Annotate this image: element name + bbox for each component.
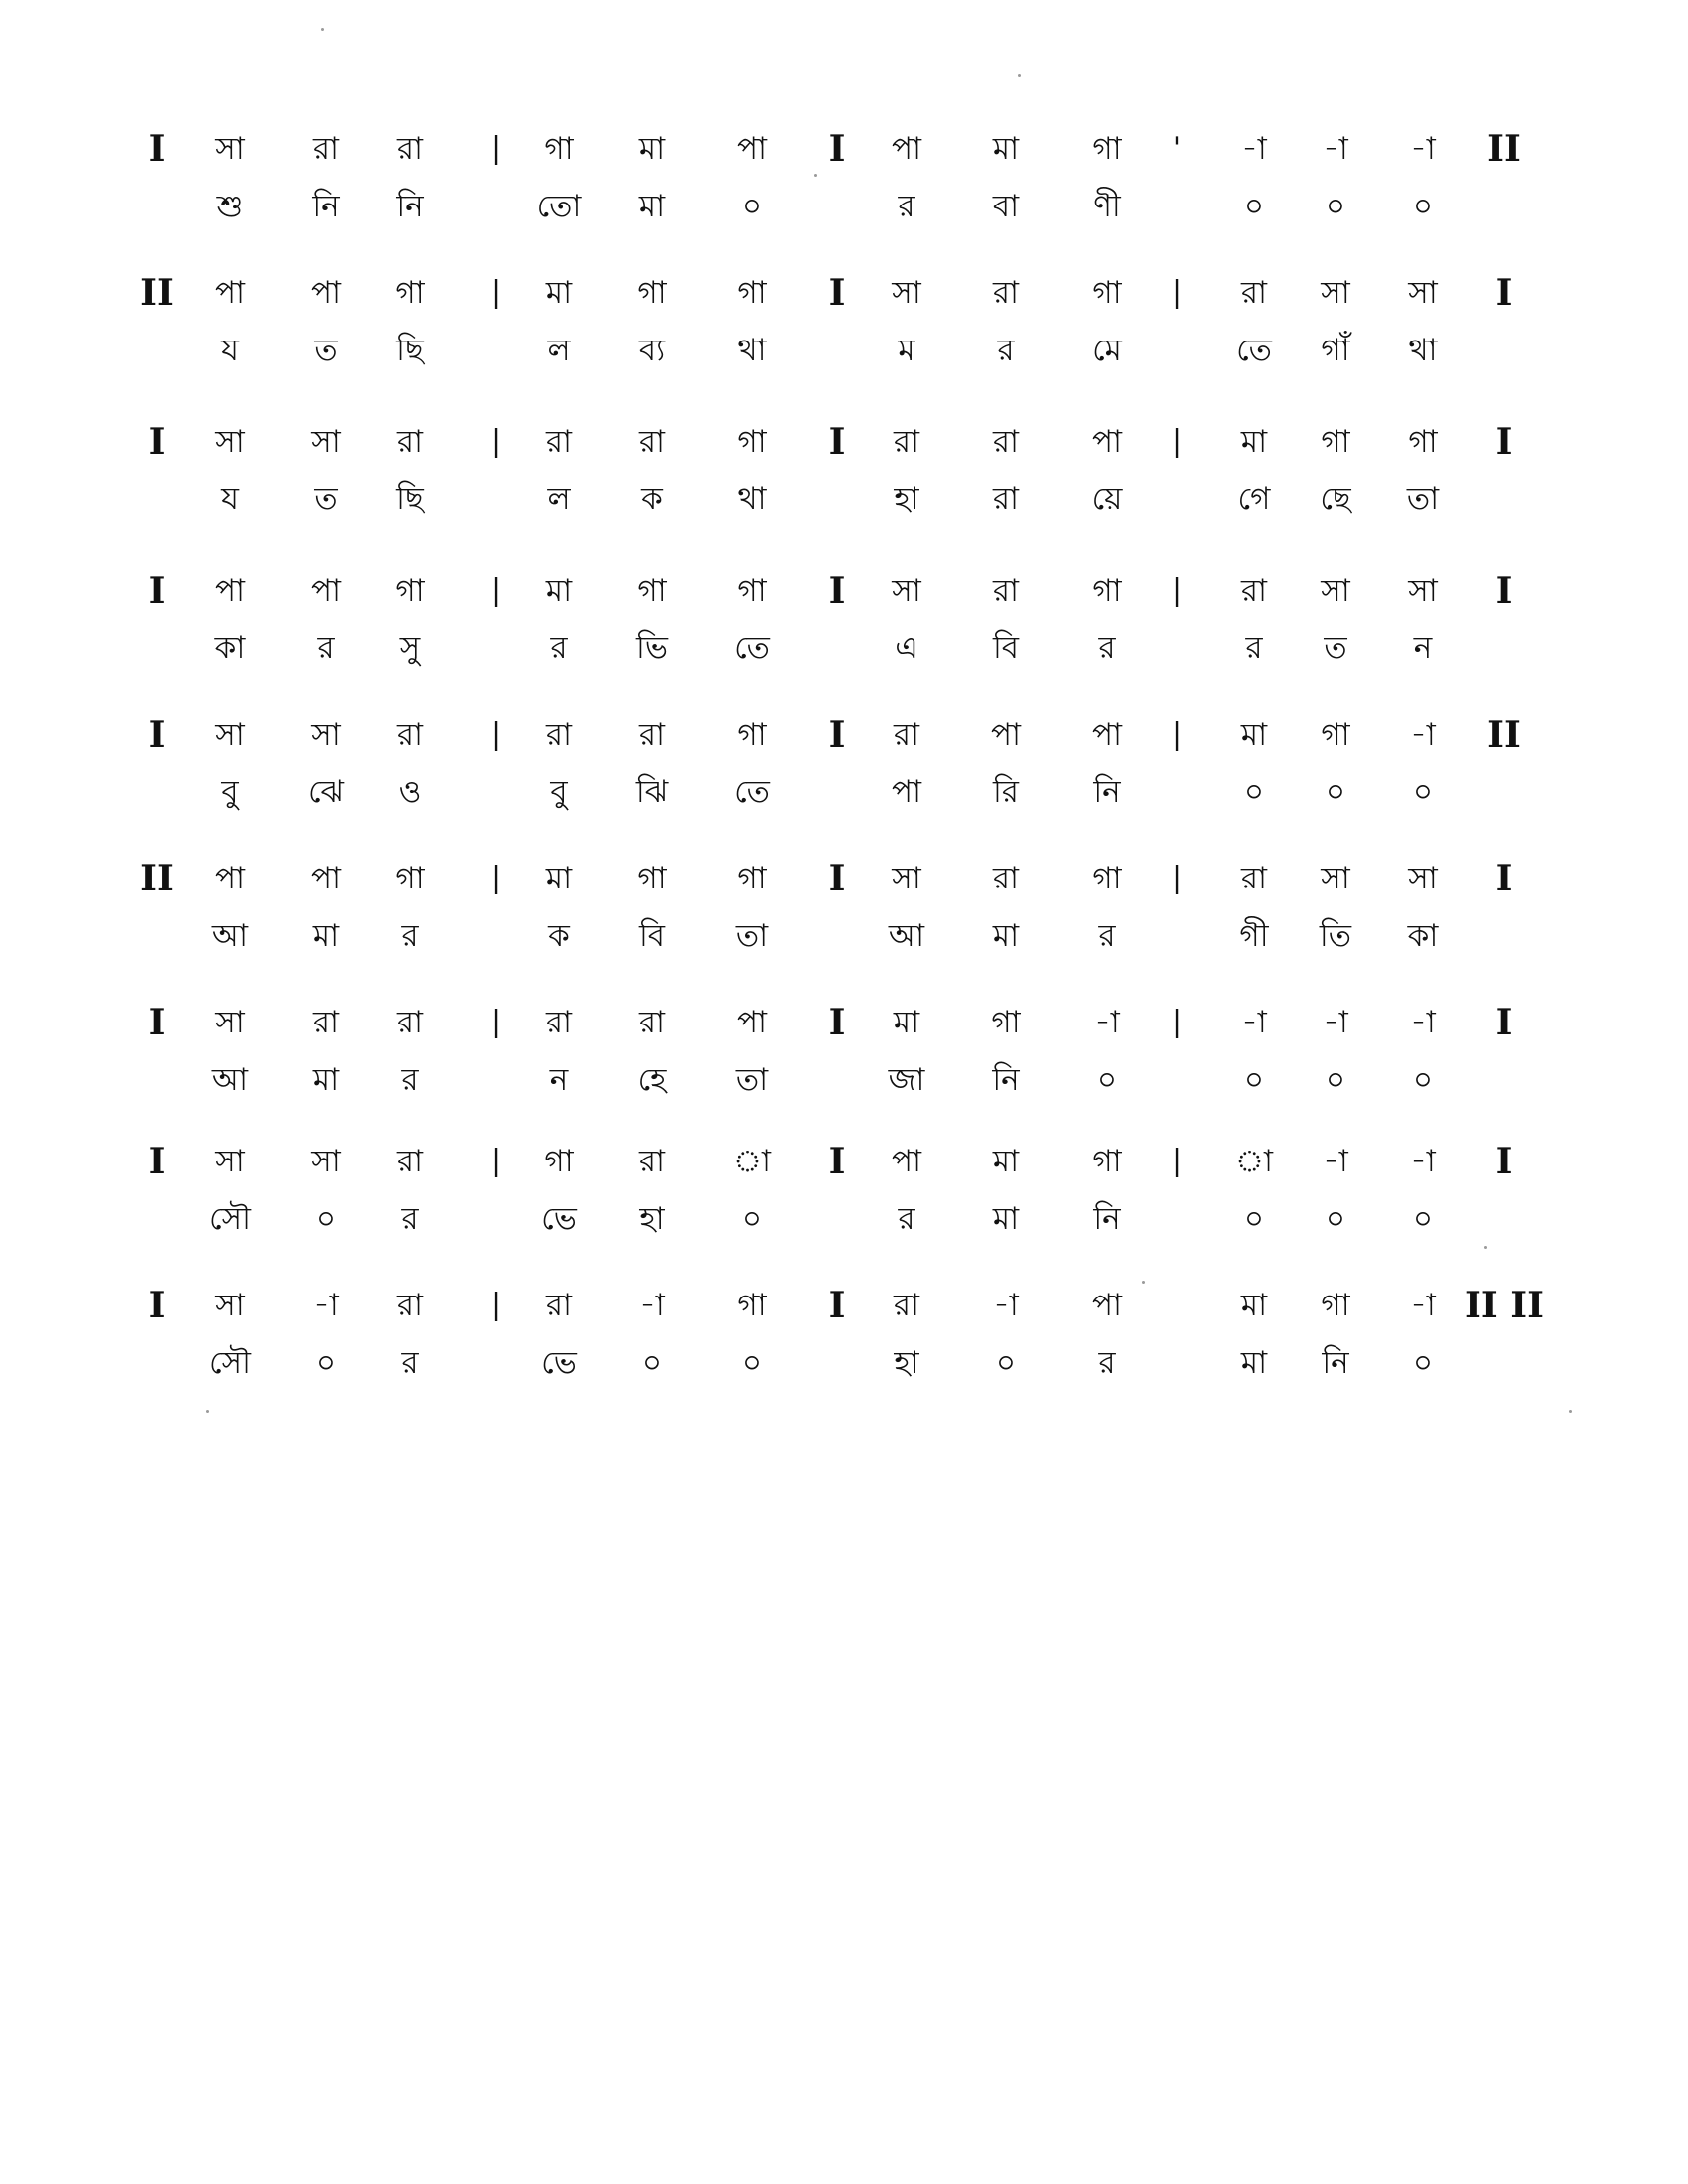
lyrics-row bbox=[0, 618, 1688, 678]
lyric-cell: তো bbox=[536, 189, 582, 224]
bar-divider: | bbox=[491, 573, 502, 608]
note-cell: -া bbox=[639, 1288, 665, 1323]
note-cell: গা bbox=[1321, 424, 1350, 460]
lyric-cell: ক bbox=[641, 481, 663, 517]
lyric-cell: শু bbox=[216, 189, 244, 224]
lyric-cell: ০ bbox=[1325, 189, 1346, 224]
lyric-cell: র bbox=[1098, 630, 1116, 666]
note-cell: -া bbox=[1094, 1005, 1120, 1040]
note-cell: -া bbox=[1241, 1005, 1267, 1040]
note-cell: রা bbox=[396, 131, 424, 167]
note-cell: মা bbox=[1240, 717, 1268, 752]
lyric-cell: তি bbox=[1319, 918, 1352, 954]
note-cell: সা bbox=[1408, 861, 1438, 896]
start-bar-sign: I bbox=[148, 1141, 166, 1182]
note-cell: মা bbox=[545, 861, 573, 896]
bar-divider: | bbox=[1171, 861, 1183, 895]
notation-line bbox=[0, 561, 1688, 705]
lyric-cell: রি bbox=[993, 774, 1019, 810]
start-bar-sign: I bbox=[148, 421, 166, 463]
note-cell: -া bbox=[1241, 131, 1267, 167]
notation-line bbox=[0, 705, 1688, 849]
lyric-cell: র bbox=[401, 1062, 419, 1098]
note-cell: -া bbox=[1410, 1144, 1436, 1179]
note-cell: রা bbox=[312, 1005, 340, 1040]
note-cell: পা bbox=[310, 861, 342, 896]
notation-line bbox=[0, 1276, 1688, 1420]
note-cell: সা bbox=[215, 424, 245, 460]
bar-divider: | bbox=[1171, 573, 1183, 608]
start-bar-sign: II bbox=[140, 858, 174, 899]
lyric-cell: ঝি bbox=[635, 774, 669, 810]
lyric-cell: র bbox=[997, 333, 1015, 368]
note-cell: রা bbox=[396, 424, 424, 460]
lyric-cell: গে bbox=[1237, 481, 1271, 517]
lyric-cell: নি bbox=[312, 189, 340, 224]
note-cell: গা bbox=[1092, 1144, 1122, 1179]
note-cell: গা bbox=[395, 573, 425, 609]
note-cell: গা bbox=[1092, 275, 1122, 311]
lyric-cell: র bbox=[401, 1201, 419, 1237]
lyric-cell: র bbox=[1245, 630, 1263, 666]
note-cell: রা bbox=[992, 573, 1020, 609]
note-cell: -া bbox=[1323, 1144, 1348, 1179]
lyric-cell: র bbox=[1098, 1345, 1116, 1381]
lyric-cell: ন bbox=[1413, 630, 1433, 666]
note-cell: রা bbox=[1240, 573, 1268, 609]
lyric-cell: ০ bbox=[741, 1201, 763, 1237]
lyrics-row bbox=[0, 906, 1688, 966]
notation-line bbox=[0, 263, 1688, 407]
lyric-cell: ল bbox=[547, 333, 571, 368]
note-cell: রা bbox=[545, 424, 573, 460]
note-cell: রা bbox=[638, 1005, 666, 1040]
note-cell: সা bbox=[215, 1288, 245, 1323]
notes-row bbox=[0, 993, 1688, 1052]
note-cell: মা bbox=[992, 131, 1020, 167]
note-cell: মা bbox=[1240, 424, 1268, 460]
notes-row bbox=[0, 849, 1688, 908]
note-cell: সা bbox=[892, 573, 921, 609]
note-cell: গা bbox=[737, 717, 767, 752]
lyric-cell: তা bbox=[735, 1062, 769, 1098]
note-cell: সা bbox=[1408, 573, 1438, 609]
lyrics-row bbox=[0, 1189, 1688, 1249]
lyric-cell: আ bbox=[888, 918, 925, 954]
lyric-cell: তে bbox=[1236, 333, 1272, 368]
lyric-cell: ণী bbox=[1093, 189, 1121, 224]
lyric-cell: বু bbox=[550, 774, 568, 810]
note-cell: রা bbox=[638, 424, 666, 460]
bar-divider: | bbox=[1171, 275, 1183, 310]
lyric-cell: র bbox=[317, 630, 335, 666]
start-bar-sign: I bbox=[148, 1002, 166, 1043]
lyric-cell: ত bbox=[314, 481, 338, 517]
note-cell: -া bbox=[1410, 1005, 1436, 1040]
note-cell: গা bbox=[544, 1144, 574, 1179]
bar-divider: | bbox=[1171, 1144, 1183, 1178]
note-cell: সা bbox=[215, 717, 245, 752]
note-cell: গা bbox=[1321, 1288, 1350, 1323]
lyric-cell: ০ bbox=[1325, 1201, 1346, 1237]
notes-row bbox=[0, 119, 1688, 179]
note-cell: পা bbox=[1091, 717, 1123, 752]
lyric-cell: ০ bbox=[1325, 774, 1346, 810]
note-cell: গা bbox=[1321, 717, 1350, 752]
bar-divider: I bbox=[828, 570, 846, 612]
note-cell: পা bbox=[891, 1144, 922, 1179]
lyric-cell: সৌ bbox=[210, 1345, 251, 1381]
end-bar-sign: I bbox=[1495, 272, 1513, 314]
bar-divider: | bbox=[491, 861, 502, 895]
lyric-cell: র bbox=[1098, 918, 1116, 954]
lyric-cell: ভে bbox=[541, 1345, 577, 1381]
lyric-cell: ০ bbox=[315, 1201, 337, 1237]
note-cell: পা bbox=[1091, 1288, 1123, 1323]
scan-speck bbox=[1018, 74, 1021, 77]
bar-divider: | bbox=[1171, 1005, 1183, 1039]
note-cell: -া bbox=[993, 1288, 1019, 1323]
notation-line bbox=[0, 849, 1688, 993]
note-cell: পা bbox=[214, 861, 246, 896]
bar-divider: I bbox=[828, 272, 846, 314]
notes-row bbox=[0, 1132, 1688, 1191]
lyric-cell: তে bbox=[734, 630, 770, 666]
lyric-cell: ত bbox=[314, 333, 338, 368]
note-cell: গা bbox=[737, 1288, 767, 1323]
lyric-cell: ০ bbox=[315, 1345, 337, 1381]
notation-line bbox=[0, 993, 1688, 1137]
lyric-cell: ০ bbox=[1412, 1201, 1434, 1237]
scan-speck bbox=[321, 28, 324, 31]
lyrics-row bbox=[0, 762, 1688, 822]
lyric-cell: ০ bbox=[1412, 1345, 1434, 1381]
lyric-cell: ছি bbox=[396, 333, 424, 368]
bar-divider: | bbox=[1171, 717, 1183, 751]
note-cell: গা bbox=[737, 573, 767, 609]
note-cell: -া bbox=[313, 1288, 339, 1323]
lyric-cell: কা bbox=[214, 630, 246, 666]
note-cell: গা bbox=[1092, 131, 1122, 167]
end-bar-sign: II bbox=[1487, 128, 1521, 170]
lyric-cell: হা bbox=[639, 1201, 665, 1237]
bar-divider: I bbox=[828, 858, 846, 899]
lyric-cell: ল bbox=[547, 481, 571, 517]
bar-divider: | bbox=[491, 1144, 502, 1178]
note-cell: সা bbox=[215, 131, 245, 167]
lyric-cell: ভে bbox=[541, 1201, 577, 1237]
lyric-cell: ছি bbox=[396, 481, 424, 517]
note-cell: রা bbox=[545, 717, 573, 752]
note-cell: সা bbox=[892, 275, 921, 311]
lyric-cell: জা bbox=[888, 1062, 925, 1098]
lyric-cell: ০ bbox=[1243, 1062, 1265, 1098]
lyric-cell: ছে bbox=[1320, 481, 1351, 517]
lyric-cell: থা bbox=[737, 481, 767, 517]
lyric-cell: ম bbox=[898, 333, 915, 368]
note-cell: গা bbox=[737, 275, 767, 311]
note-cell: রা bbox=[396, 717, 424, 752]
note-cell: গা bbox=[395, 861, 425, 896]
note-cell: মা bbox=[1240, 1288, 1268, 1323]
note-cell: রা bbox=[893, 424, 920, 460]
note-cell: রা bbox=[893, 717, 920, 752]
note-cell: সা bbox=[1408, 275, 1438, 311]
bar-divider: | bbox=[1171, 424, 1183, 459]
bar-divider: | bbox=[491, 131, 502, 166]
lyric-cell: য bbox=[221, 333, 239, 368]
lyric-cell: র bbox=[898, 189, 915, 224]
lyric-cell: বি bbox=[992, 630, 1020, 666]
start-bar-sign: I bbox=[148, 714, 166, 755]
note-cell: পা bbox=[310, 275, 342, 311]
note-cell: গা bbox=[637, 573, 667, 609]
lyric-cell: য়ে bbox=[1091, 481, 1123, 517]
start-bar-sign: II bbox=[140, 272, 174, 314]
note-cell: সা bbox=[215, 1005, 245, 1040]
lyric-cell: ব্য bbox=[638, 333, 666, 368]
lyric-cell: নি bbox=[1093, 774, 1121, 810]
note-cell: সা bbox=[215, 1144, 245, 1179]
lyric-cell: ভি bbox=[636, 630, 668, 666]
note-cell: -া bbox=[1323, 131, 1348, 167]
bar-divider: | bbox=[491, 717, 502, 751]
note-cell: গা bbox=[1408, 424, 1438, 460]
start-bar-sign: I bbox=[148, 570, 166, 612]
note-cell: সা bbox=[311, 717, 341, 752]
lyric-cell: ০ bbox=[741, 189, 763, 224]
note-cell: গা bbox=[1092, 861, 1122, 896]
start-bar-sign: I bbox=[148, 128, 166, 170]
notes-row bbox=[0, 412, 1688, 472]
lyric-cell: মা bbox=[638, 189, 666, 224]
note-cell: মা bbox=[992, 1144, 1020, 1179]
lyric-cell: ক bbox=[548, 918, 570, 954]
note-cell: গা bbox=[991, 1005, 1021, 1040]
note-cell: মা bbox=[545, 573, 573, 609]
lyric-cell: ০ bbox=[1243, 189, 1265, 224]
note-cell: রা bbox=[992, 861, 1020, 896]
scan-speck bbox=[1484, 1246, 1487, 1249]
lyric-cell: বা bbox=[992, 189, 1020, 224]
bar-divider: ' bbox=[1172, 131, 1182, 166]
end-bar-sign: I bbox=[1495, 858, 1513, 899]
notes-row bbox=[0, 263, 1688, 323]
lyric-cell: মে bbox=[1092, 333, 1122, 368]
note-cell: রা bbox=[1240, 275, 1268, 311]
lyric-cell: নি bbox=[1093, 1201, 1121, 1237]
end-bar-sign: I bbox=[1495, 1141, 1513, 1182]
note-cell: সা bbox=[892, 861, 921, 896]
lyric-cell: ০ bbox=[1412, 189, 1434, 224]
bar-divider: | bbox=[491, 424, 502, 459]
bar-divider: I bbox=[828, 421, 846, 463]
note-cell: পা bbox=[214, 573, 246, 609]
note-cell: গা bbox=[737, 424, 767, 460]
note-cell: মা bbox=[893, 1005, 920, 1040]
note-cell: সা bbox=[311, 1144, 341, 1179]
lyric-cell: হে bbox=[637, 1062, 667, 1098]
end-bar-sign: I bbox=[1495, 1002, 1513, 1043]
note-cell: রা bbox=[312, 131, 340, 167]
lyric-cell: বি bbox=[638, 918, 666, 954]
lyric-cell: সৌ bbox=[210, 1201, 251, 1237]
scan-speck bbox=[206, 1410, 209, 1413]
note-cell: া bbox=[732, 1144, 772, 1179]
note-cell: া bbox=[1234, 1144, 1274, 1179]
note-cell: গা bbox=[544, 131, 574, 167]
lyric-cell: থা bbox=[737, 333, 767, 368]
end-bar-sign: I bbox=[1495, 570, 1513, 612]
end-bar-sign: I bbox=[1495, 421, 1513, 463]
start-bar-sign: I bbox=[148, 1285, 166, 1326]
bar-divider: I bbox=[828, 128, 846, 170]
lyric-cell: রা bbox=[992, 481, 1020, 517]
note-cell: সা bbox=[311, 424, 341, 460]
note-cell: গা bbox=[395, 275, 425, 311]
lyric-cell: মা bbox=[312, 918, 340, 954]
note-cell: পা bbox=[214, 275, 246, 311]
lyric-cell: র bbox=[401, 1345, 419, 1381]
note-cell: রা bbox=[893, 1288, 920, 1323]
note-cell: রা bbox=[545, 1288, 573, 1323]
lyrics-row bbox=[0, 321, 1688, 380]
lyric-cell: বু bbox=[221, 774, 239, 810]
notes-row bbox=[0, 561, 1688, 620]
bar-divider: I bbox=[828, 714, 846, 755]
lyric-cell: তে bbox=[734, 774, 770, 810]
note-cell: সা bbox=[1321, 275, 1350, 311]
notes-row bbox=[0, 1276, 1688, 1335]
note-cell: পা bbox=[736, 1005, 768, 1040]
bar-divider: | bbox=[491, 275, 502, 310]
lyric-cell: মা bbox=[992, 918, 1020, 954]
lyric-cell: ত bbox=[1324, 630, 1347, 666]
end-bar-sign: II II bbox=[1465, 1285, 1544, 1326]
note-cell: পা bbox=[891, 131, 922, 167]
bar-divider: I bbox=[828, 1285, 846, 1326]
lyric-cell: ০ bbox=[741, 1345, 763, 1381]
lyric-cell: নি bbox=[1322, 1345, 1349, 1381]
lyric-cell: হা bbox=[894, 481, 919, 517]
lyric-cell: হা bbox=[894, 1345, 919, 1381]
lyric-cell: ০ bbox=[1096, 1062, 1118, 1098]
lyric-cell: তা bbox=[1406, 481, 1440, 517]
note-cell: গা bbox=[637, 275, 667, 311]
note-cell: রা bbox=[1240, 861, 1268, 896]
lyric-cell: র bbox=[550, 630, 568, 666]
note-cell: রা bbox=[396, 1144, 424, 1179]
lyrics-row bbox=[0, 177, 1688, 236]
scan-speck bbox=[1569, 1410, 1572, 1413]
lyric-cell: ০ bbox=[1325, 1062, 1346, 1098]
note-cell: পা bbox=[736, 131, 768, 167]
note-cell: রা bbox=[545, 1005, 573, 1040]
bar-divider: | bbox=[491, 1288, 502, 1322]
note-cell: -া bbox=[1410, 717, 1436, 752]
lyric-cell: য bbox=[221, 481, 239, 517]
note-cell: মা bbox=[545, 275, 573, 311]
lyric-cell: নি bbox=[992, 1062, 1020, 1098]
note-cell: -া bbox=[1410, 1288, 1436, 1323]
note-cell: রা bbox=[396, 1005, 424, 1040]
note-cell: রা bbox=[992, 424, 1020, 460]
lyric-cell: সু bbox=[399, 630, 421, 666]
note-cell: -া bbox=[1323, 1005, 1348, 1040]
lyric-cell: তা bbox=[735, 918, 769, 954]
lyric-cell: পা bbox=[891, 774, 922, 810]
note-cell: রা bbox=[638, 1144, 666, 1179]
lyric-cell: ০ bbox=[641, 1345, 663, 1381]
lyric-cell: থা bbox=[1408, 333, 1438, 368]
lyric-cell: ০ bbox=[995, 1345, 1017, 1381]
notation-line bbox=[0, 412, 1688, 556]
lyric-cell: র bbox=[401, 918, 419, 954]
lyric-cell: নি bbox=[396, 189, 424, 224]
notes-row bbox=[0, 705, 1688, 764]
lyrics-row bbox=[0, 470, 1688, 529]
lyric-cell: গাঁ bbox=[1321, 333, 1350, 368]
note-cell: মা bbox=[638, 131, 666, 167]
lyric-cell: ০ bbox=[1243, 774, 1265, 810]
note-cell: গা bbox=[637, 861, 667, 896]
notation-line bbox=[0, 119, 1688, 263]
lyric-cell: মা bbox=[992, 1201, 1020, 1237]
note-cell: রা bbox=[396, 1288, 424, 1323]
lyric-cell: মা bbox=[1240, 1345, 1268, 1381]
lyric-cell: মা bbox=[312, 1062, 340, 1098]
end-bar-sign: II bbox=[1487, 714, 1521, 755]
lyric-cell: আ bbox=[211, 918, 249, 954]
note-cell: সা bbox=[1321, 861, 1350, 896]
lyric-cell: কা bbox=[1407, 918, 1439, 954]
note-cell: পা bbox=[990, 717, 1022, 752]
lyrics-row bbox=[0, 1050, 1688, 1110]
lyric-cell: ও bbox=[398, 774, 422, 810]
lyric-cell: র bbox=[898, 1201, 915, 1237]
lyric-cell: আ bbox=[211, 1062, 249, 1098]
lyric-cell: ০ bbox=[1412, 1062, 1434, 1098]
scan-speck bbox=[814, 174, 817, 177]
lyric-cell: ০ bbox=[1243, 1201, 1265, 1237]
note-cell: পা bbox=[310, 573, 342, 609]
note-cell: গা bbox=[737, 861, 767, 896]
lyric-cell: এ bbox=[895, 630, 918, 666]
note-cell: রা bbox=[638, 717, 666, 752]
bar-divider: | bbox=[491, 1005, 502, 1039]
note-cell: পা bbox=[1091, 424, 1123, 460]
lyric-cell: গী bbox=[1239, 918, 1269, 954]
lyric-cell: ন bbox=[549, 1062, 569, 1098]
lyrics-row bbox=[0, 1333, 1688, 1393]
lyric-cell: ০ bbox=[1412, 774, 1434, 810]
scan-speck bbox=[1142, 1281, 1145, 1284]
bar-divider: I bbox=[828, 1141, 846, 1182]
note-cell: গা bbox=[1092, 573, 1122, 609]
note-cell: রা bbox=[992, 275, 1020, 311]
notation-line bbox=[0, 1132, 1688, 1276]
note-cell: সা bbox=[1321, 573, 1350, 609]
bar-divider: I bbox=[828, 1002, 846, 1043]
note-cell: -া bbox=[1410, 131, 1436, 167]
lyric-cell: ঝে bbox=[307, 774, 345, 810]
